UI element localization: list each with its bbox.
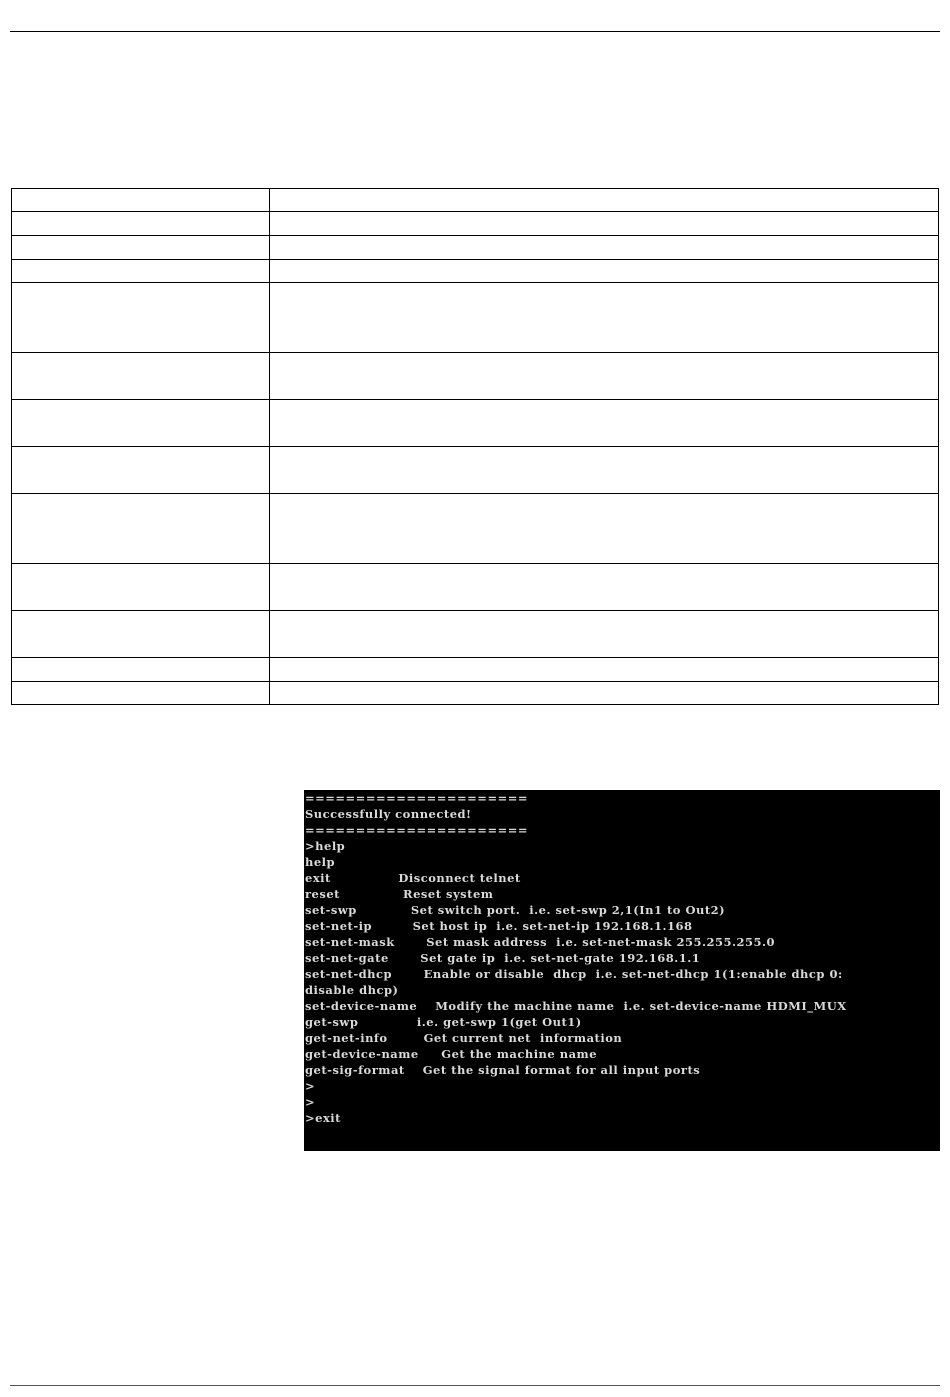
command-cell <box>12 236 270 260</box>
terminal-line: get-net-info Get current net information <box>305 1031 623 1045</box>
terminal-line: > <box>305 1079 316 1093</box>
header-rule <box>10 31 940 32</box>
description-cell <box>270 353 939 400</box>
table-row <box>12 260 939 283</box>
description-cell <box>270 212 939 236</box>
terminal-line: set-swp Set switch port. i.e. set-swp 2,1(In1 to Out2) <box>305 903 726 917</box>
command-cell <box>12 658 270 682</box>
terminal-line: set-net-mask Set mask address i.e. set-net-mask 255.255.255.0 <box>305 935 776 949</box>
terminal-line: get-device-name Get the machine name <box>305 1047 598 1061</box>
table-row <box>12 658 939 682</box>
description-cell <box>270 611 939 658</box>
terminal-line: set-net-gate Set gate ip i.e. set-net-gate 192.168.1.1 <box>305 951 701 965</box>
terminal-line: ====================== <box>305 823 528 837</box>
description-cell <box>270 260 939 283</box>
command-cell <box>12 260 270 283</box>
terminal-line: get-swp i.e. get-swp 1(get Out1) <box>305 1015 582 1029</box>
table-row <box>12 283 939 353</box>
terminal-line: >exit <box>305 1111 341 1125</box>
description-cell <box>270 682 939 705</box>
table-row <box>12 494 939 564</box>
terminal-line: set-net-dhcp Enable or disable dhcp i.e. set-net-dhcp 1(1:enable dhcp 0: <box>305 967 843 981</box>
table-row <box>12 564 939 611</box>
command-cell <box>12 494 270 564</box>
command-table <box>11 188 939 705</box>
terminal-line: get-sig-format Get the signal format for all input ports <box>305 1063 701 1077</box>
terminal-line: exit Disconnect telnet <box>305 871 521 885</box>
terminal-line: reset Reset system <box>305 887 494 901</box>
description-cell <box>270 564 939 611</box>
table-row <box>12 682 939 705</box>
terminal-line: Successfully connected! <box>305 807 472 821</box>
description-cell <box>270 658 939 682</box>
table-row <box>12 353 939 400</box>
description-cell <box>270 189 939 212</box>
telnet-terminal-screenshot <box>304 790 940 1151</box>
command-cell <box>12 189 270 212</box>
terminal-line: disable dhcp) <box>305 983 399 997</box>
command-cell <box>12 564 270 611</box>
table-row <box>12 447 939 494</box>
command-cell <box>12 353 270 400</box>
description-cell <box>270 447 939 494</box>
description-cell <box>270 236 939 260</box>
description-cell <box>270 494 939 564</box>
table-row <box>12 236 939 260</box>
command-cell <box>12 447 270 494</box>
table-row <box>12 212 939 236</box>
terminal-line: set-device-name Modify the machine name i.e. set-device-name HDMI_MUX <box>305 999 847 1013</box>
terminal-line: >help <box>305 839 346 853</box>
table-row <box>12 611 939 658</box>
terminal-line: ====================== <box>305 791 528 805</box>
command-cell <box>12 283 270 353</box>
command-cell <box>12 682 270 705</box>
command-cell <box>12 212 270 236</box>
table-row <box>12 189 939 212</box>
command-cell <box>12 400 270 447</box>
command-cell <box>12 611 270 658</box>
terminal-line: help <box>305 855 336 869</box>
table-row <box>12 400 939 447</box>
footer-rule <box>10 1385 940 1386</box>
terminal-line: set-net-ip Set host ip i.e. set-net-ip 192.168.1.168 <box>305 919 693 933</box>
terminal-line: > <box>305 1095 316 1109</box>
description-cell <box>270 283 939 353</box>
description-cell <box>270 400 939 447</box>
